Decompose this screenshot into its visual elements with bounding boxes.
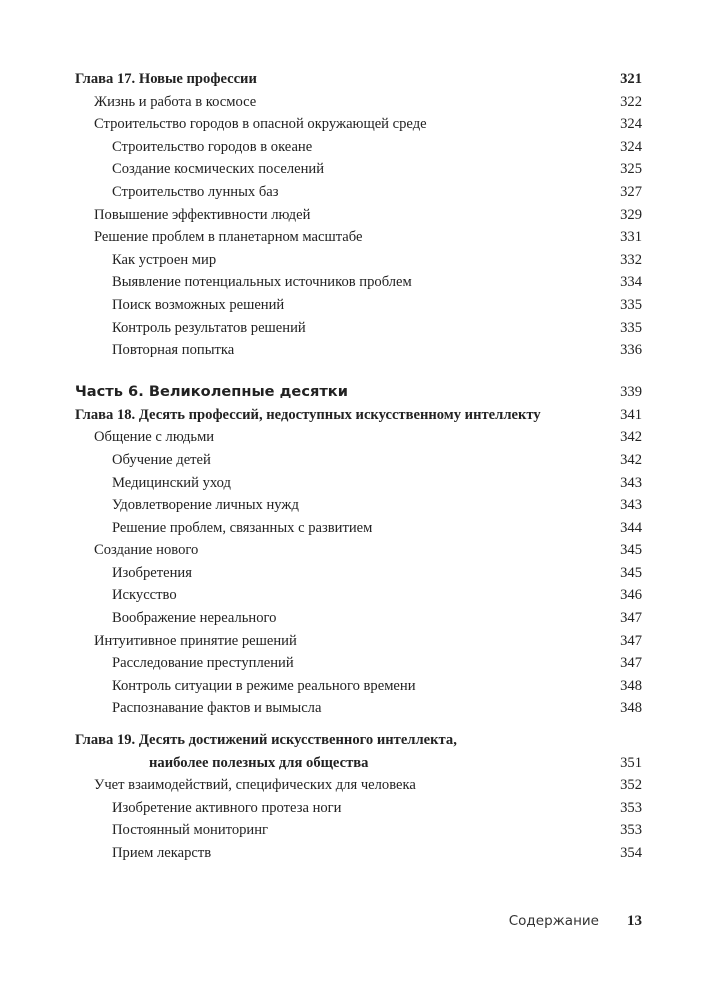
toc-subsection[interactable] xyxy=(75,494,642,517)
toc-entry-page: 334 xyxy=(620,274,642,291)
toc-entry-title: Изобретение активного протеза ноги xyxy=(112,799,342,816)
toc-entry-title: Строительство лунных баз xyxy=(112,183,279,200)
toc-entry-page: 321 xyxy=(620,71,642,87)
toc-entry-title: Глава 19. Десять достижений искусственного интеллекта, xyxy=(75,732,457,749)
toc-entry-title: Строительство городов в опасной окружающей среде xyxy=(94,116,427,133)
toc-section[interactable] xyxy=(75,539,642,562)
toc-subsection[interactable] xyxy=(75,819,642,842)
toc-entry-page: 347 xyxy=(620,632,642,649)
toc-subsection[interactable] xyxy=(75,136,642,159)
toc-entry-page: 342 xyxy=(620,429,642,446)
toc-subsection[interactable] xyxy=(75,339,642,362)
toc-entry-title: Строительство городов в океане xyxy=(112,138,313,155)
toc-entry-title-continuation: наиболее полезных для общества xyxy=(149,754,369,771)
toc-entry-page: 344 xyxy=(620,519,642,536)
toc-entry-title: Удовлетворение личных нужд xyxy=(112,497,299,514)
toc-section[interactable] xyxy=(75,91,642,114)
toc-entry-title: Воображение нереального xyxy=(112,610,277,627)
toc-section[interactable] xyxy=(75,426,642,449)
toc-entry-page: 341 xyxy=(620,406,642,423)
toc-entry-page: 335 xyxy=(620,296,642,313)
toc-entry-page: 348 xyxy=(620,700,642,717)
toc-entry-title: Повторная попытка xyxy=(112,342,235,359)
toc-subsection[interactable] xyxy=(75,797,642,820)
page-number: 13 xyxy=(627,913,642,929)
toc-entry-page: 343 xyxy=(620,497,642,514)
toc-chapter-19[interactable] xyxy=(75,729,642,774)
toc-section[interactable] xyxy=(75,204,642,227)
toc-entry-title: Учет взаимодействий, специфических для человека xyxy=(94,777,416,794)
toc-entry-page: 332 xyxy=(620,251,642,268)
toc-subsection[interactable] xyxy=(75,449,642,472)
toc-entry-title: Интуитивное принятие решений xyxy=(94,632,297,649)
toc-part-6[interactable] xyxy=(75,380,642,404)
toc-entry-page: 348 xyxy=(620,677,642,694)
toc-entry-page: 322 xyxy=(620,93,642,110)
toc-entry-title: Постоянный мониторинг xyxy=(112,822,269,839)
toc-entry-page: 327 xyxy=(620,183,642,200)
toc-subsection[interactable] xyxy=(75,181,642,204)
toc-entry-title: Контроль результатов решений xyxy=(112,319,306,336)
toc-subsection[interactable] xyxy=(75,517,642,540)
toc-entry-page: 351 xyxy=(620,754,642,771)
toc-entry-page: 325 xyxy=(620,161,642,178)
toc-entry-page: 324 xyxy=(620,138,642,155)
toc-entry-title: Глава 17. Новые профессии xyxy=(75,71,257,87)
toc-entry-title: Жизнь и работа в космосе xyxy=(94,93,257,110)
toc-entry-page: 347 xyxy=(620,610,642,627)
toc-entry-page: 343 xyxy=(620,474,642,491)
toc-subsection[interactable] xyxy=(75,697,642,720)
toc-subsection[interactable] xyxy=(75,271,642,294)
toc-entry-page: 354 xyxy=(620,845,642,861)
toc-entry-title: Решение проблем, связанных с развитием xyxy=(112,519,373,536)
toc-entry-page: 345 xyxy=(620,542,642,559)
toc-subsection[interactable] xyxy=(75,562,642,585)
toc-entry-title: Выявление потенциальных источников проблем xyxy=(112,274,412,291)
toc-entry-title: Создание космических поселений xyxy=(112,161,325,178)
toc-entry-title: Создание нового xyxy=(94,542,199,559)
toc-chapter-18[interactable] xyxy=(75,404,642,427)
toc-subsection[interactable] xyxy=(75,249,642,272)
toc-entry-page: 347 xyxy=(620,655,642,672)
toc-entry-title: Изобретения xyxy=(112,564,192,581)
toc-subsection[interactable] xyxy=(75,317,642,340)
toc-entry-title: Общение с людьми xyxy=(94,429,215,446)
toc-entry-title: Поиск возможных решений xyxy=(112,296,285,313)
toc-entry-title: Распознавание фактов и вымысла xyxy=(112,700,322,717)
toc-subsection[interactable] xyxy=(75,675,642,698)
toc-subsection[interactable] xyxy=(75,607,642,630)
toc-entry-page: 339 xyxy=(620,383,642,400)
toc-chapter-17[interactable] xyxy=(75,68,642,91)
toc-entry-title: Прием лекарств xyxy=(112,845,212,861)
toc-subsection[interactable] xyxy=(75,842,642,865)
toc-subsection[interactable] xyxy=(75,652,642,675)
toc-entry-title: Часть 6. Великолепные десятки xyxy=(75,382,348,400)
toc-entry-page: 331 xyxy=(620,229,642,246)
toc-entry-title: Как устроен мир xyxy=(112,251,217,268)
toc-subsection[interactable] xyxy=(75,584,642,607)
toc-entry-page: 329 xyxy=(620,206,642,223)
toc-entry-page: 353 xyxy=(620,822,642,839)
toc-entry-title: Повышение эффективности людей xyxy=(94,206,311,223)
running-footer-title: Содержание xyxy=(508,913,599,929)
toc-section[interactable] xyxy=(75,774,642,797)
toc-subsection[interactable] xyxy=(75,294,642,317)
table-of-contents xyxy=(75,68,642,865)
toc-entry-title: Расследование преступлений xyxy=(112,655,294,672)
toc-entry-title: Искусство xyxy=(112,587,177,604)
toc-section[interactable] xyxy=(75,113,642,136)
toc-entry-title: Контроль ситуации в режиме реального времени xyxy=(112,677,416,694)
toc-entry-page: 335 xyxy=(620,319,642,336)
toc-section[interactable] xyxy=(75,226,642,249)
toc-entry-page: 352 xyxy=(620,777,642,794)
toc-entry-page: 346 xyxy=(620,587,642,604)
toc-subsection[interactable] xyxy=(75,472,642,495)
toc-entry-page: 336 xyxy=(620,342,642,359)
toc-entry-title: Обучение детей xyxy=(112,451,211,468)
toc-entry-title: Глава 18. Десять профессий, недоступных искусственному интеллекту xyxy=(75,406,541,423)
toc-section[interactable] xyxy=(75,630,642,653)
toc-entry-title: Медицинский уход xyxy=(112,474,231,491)
toc-entry-page: 345 xyxy=(620,564,642,581)
toc-entry-page: 324 xyxy=(620,116,642,133)
toc-entry-page: 353 xyxy=(620,799,642,816)
page-footer xyxy=(0,912,642,930)
toc-entry-title: Решение проблем в планетарном масштабе xyxy=(94,229,363,246)
toc-subsection[interactable] xyxy=(75,158,642,181)
toc-entry-page: 342 xyxy=(620,451,642,468)
